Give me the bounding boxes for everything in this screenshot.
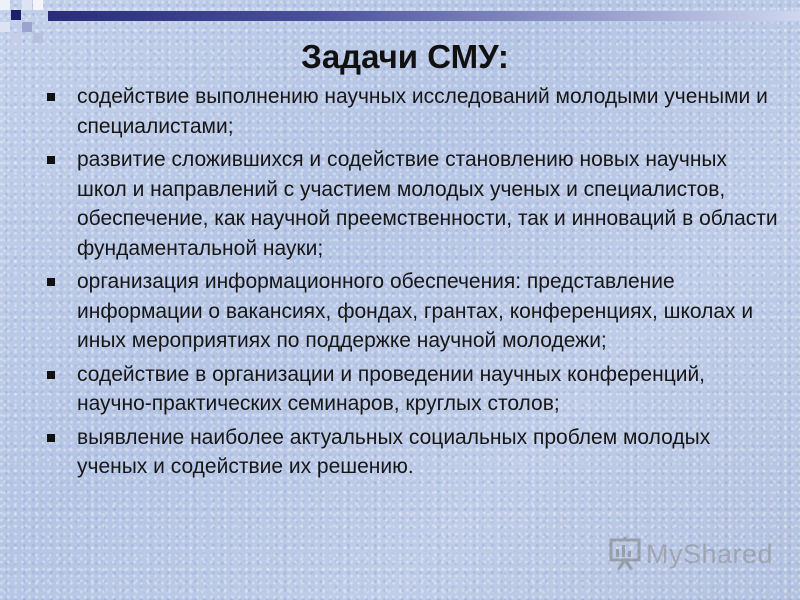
bullet-text: содействие выполнению научных исследований молодыми учеными и специалистами; <box>77 85 768 138</box>
watermark <box>608 534 773 574</box>
bullet-square-icon <box>47 156 55 164</box>
deco-square-light-2 <box>22 0 32 10</box>
deco-bar <box>48 11 800 21</box>
deco-square-mid-1 <box>22 22 32 32</box>
bullet-text: содействие в организации и проведении научных конференций, научно-практических семинаров, круглых столов; <box>77 362 706 415</box>
bullet-list <box>40 82 780 486</box>
bullet-square-icon <box>47 434 55 442</box>
bullet-item <box>40 145 780 263</box>
deco-square-dark-1 <box>11 10 21 20</box>
bullet-item <box>40 82 780 141</box>
bullet-item <box>40 267 780 356</box>
bullet-text: выявление наиболее актуальных социальных проблем молодых ученых и содействие их решению. <box>77 425 711 478</box>
bullet-text: организация информационного обеспечения: представление информации о вакансиях, фондах, грантах, конференциях, школах и иных мероприятиях по поддержке научной молодежи; <box>77 270 754 352</box>
bullet-text: развитие сложившихся и содействие становлению новых научных школ и направлений с участием молодых ученых и специалистов, обеспечение, как научной преемственности, так и инноваций в области фундаментальной науки; <box>77 148 778 260</box>
deco-square-light-4 <box>33 0 43 10</box>
bullet-item <box>40 360 780 419</box>
bullet-square-icon <box>47 93 55 101</box>
bullet-item <box>40 423 780 482</box>
presentation-board-icon <box>608 536 642 572</box>
deco-square-light-3 <box>0 22 10 32</box>
watermark-text: MyShared <box>646 538 774 569</box>
bullet-square-icon <box>47 371 55 379</box>
deco-square-light-1 <box>0 0 10 10</box>
bullet-square-icon <box>47 278 55 286</box>
slide-title: Задачи СМУ: <box>301 38 509 75</box>
